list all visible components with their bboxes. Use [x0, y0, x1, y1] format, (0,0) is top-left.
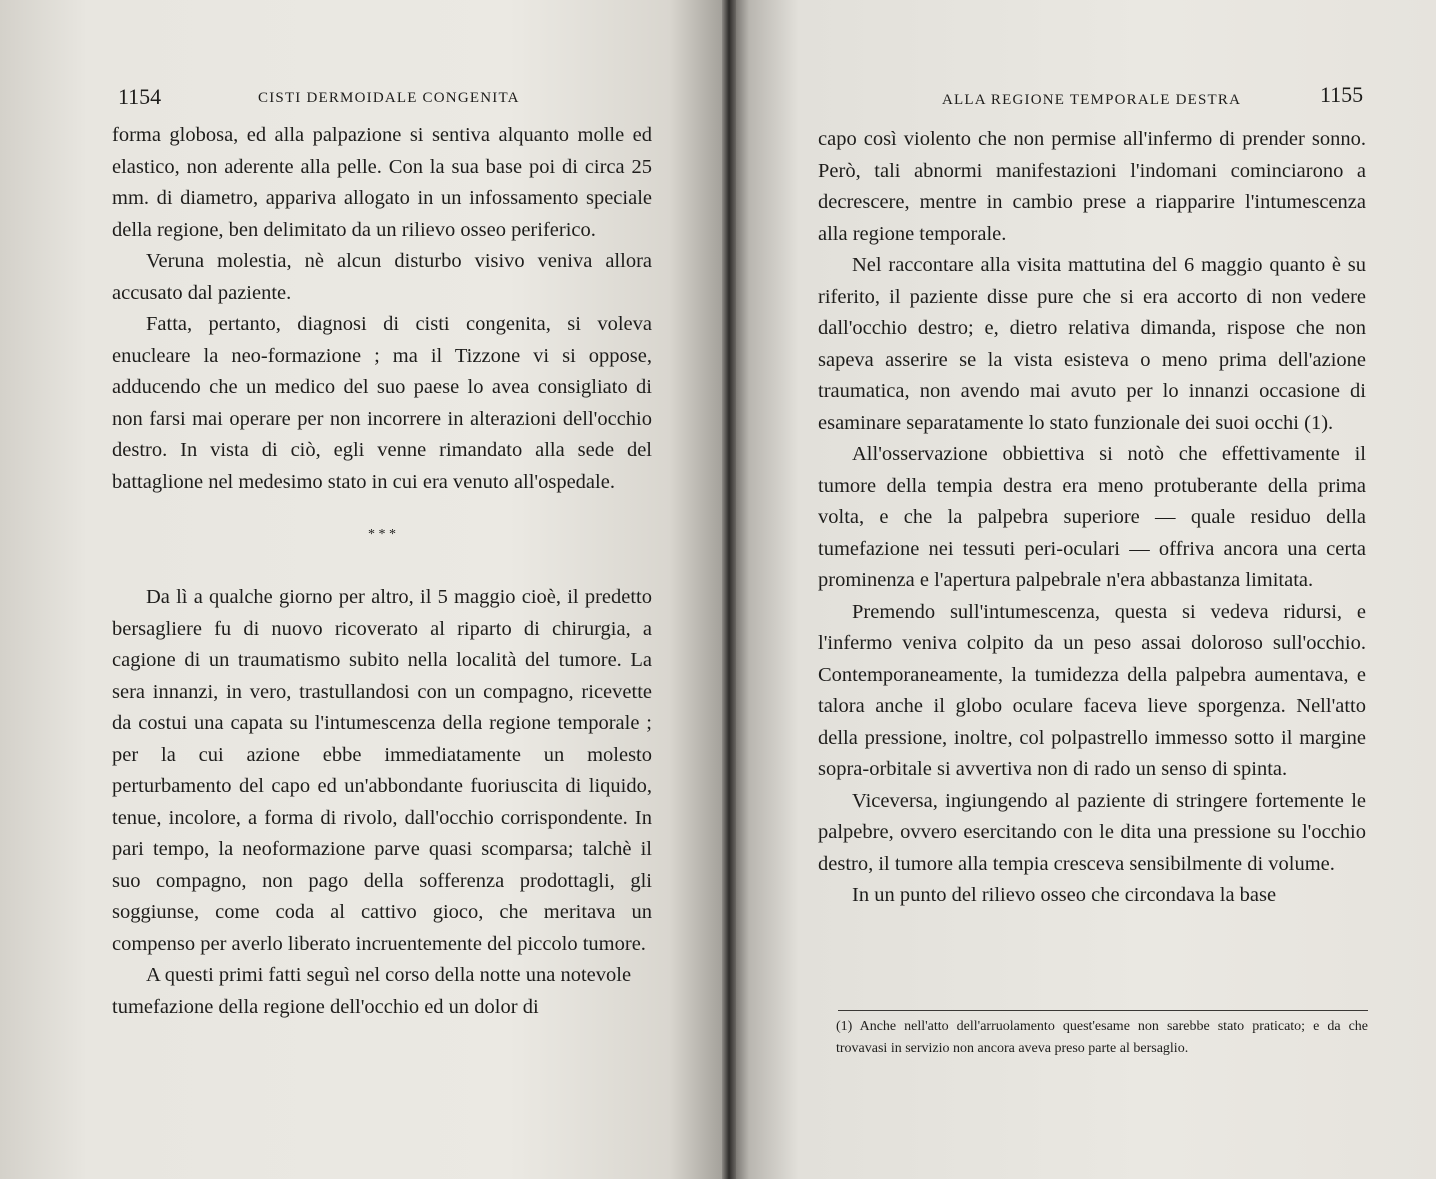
paragraph: A questi primi fatti seguì nel corso della notte una notevole tumefazione della regione dell'occhio ed un dolor di	[112, 964, 632, 1018]
paragraph: Fatta, pertanto, diagnosi di cisti congenita, si voleva enucleare la neo-formazione ; ma il Tizzone vi si oppose, adducendo che un medico del suo paese lo avea consigliato di non farsi mai operare per non incorrere in alterazioni dell'occhio destro. In vista di ciò, egli venne rimandato alla sede del battaglione nel medesimo stato in cui era venuto all'ospedale.	[112, 313, 652, 493]
page-number-left: 1154	[118, 84, 162, 109]
book-gutter	[722, 0, 736, 1179]
paragraph: Premendo sull'intumescenza, questa si vedeva ridursi, e l'infermo veniva colpito da un peso assai doloroso sull'occhio. Contemporaneamente, la tumidezza della palpebra aumentava, e talora anche il globo oculare faceva lieve sporgenza. Nell'atto della pressione, inoltre, col polpastrello immesso sotto il margine sopra-orbitale si avvertiva non di rado un senso di spinta.	[818, 600, 1366, 780]
paragraph: In un punto del rilievo osseo che circondava la base	[852, 884, 1277, 906]
paragraph: capo così violento che non permise all'infermo di prender sonno. Però, tali abnormi manifestazioni l'indomani cominciarono a decrescere, mentre in cambio prese a riapparire l'intumescenza alla regione temporale.	[818, 128, 1366, 245]
paragraph: Nel raccontare alla visita mattutina del 6 maggio quanto è su riferito, il paziente disse pure che si era accorto di non vedere dall'occhio destro; e, dietro relativa dimanda, rispose che non sapeva asserire se la vista esisteva o meno prima dell'azione traumatica, non avendo mai avuto per lo innanzi occasione di esaminare separatamente lo stato funzionale dei suoi occhi (1).	[818, 254, 1366, 434]
paragraph: forma globosa, ed alla palpazione si sentiva alquanto molle ed elastico, non aderente alla pelle. Con la sua base poi di circa 25 mm. di diametro, appariva allogato in un infossamento speciale della regione, ben delimitato da un rilievo osseo periferico.	[112, 124, 652, 241]
right-page	[728, 0, 1436, 1179]
footnote-rule	[838, 1010, 1368, 1011]
section-separator: * * *	[368, 527, 396, 542]
running-head-right: ALLA REGIONE TEMPORALE DESTRA	[942, 92, 1242, 108]
paragraph: All'osservazione obbiettiva si notò che effettivamente il tumore della tempia destra era meno protuberante della prima volta, e che la palpebra superiore — quale residuo della tumefazione nei tessuti peri-oculari — offriva ancora una certa prominenza e l'apertura palpebrale n'era abbastanza limitata.	[818, 443, 1366, 591]
right-text-column	[818, 124, 1366, 912]
paragraph: Viceversa, ingiungendo al paziente di stringere fortemente le palpebre, ovvero esercitando con le dita una pressione su l'occhio destro, il tumore alla tempia cresceva sensibilmente di volume.	[818, 789, 1366, 875]
paragraph: Da lì a qualche giorno per altro, il 5 maggio cioè, il predetto bersagliere fu di nuovo ricoverato al riparto di chirurgia, a cagione di un traumatismo subito nella località del tumore. La sera innanzi, in vero, trastullandosi con un compagno, ricevette da costui una capata su l'intumescenza della regione temporale ; per la cui azione ebbe immediatamente un molesto perturbamento del capo ed un'abbondante fuoriuscita di liquido, tenue, incolore, a forma di rivolo, dall'occhio corrispondente. In pari tempo, la neoformazione parve quasi scomparsa; talchè il suo compagno, non pago della sofferenza prodottagli, gli soggiunse, come coda al cattivo gioco, che meritava un compenso per averlo liberato incruentemente del piccolo tumore.	[112, 586, 652, 955]
left-text-column	[112, 120, 652, 1023]
page-number-right: 1155	[1320, 82, 1364, 107]
footnote: (1) Anche nell'atto dell'arruolamento quest'esame non sarebbe stato praticato; e da che trovavasi in servizio non ancora aveva preso parte al bersaglio.	[836, 1019, 1368, 1056]
running-head-left: CISTI DERMOIDALE CONGENITA	[258, 90, 520, 106]
paragraph: Veruna molestia, nè alcun disturbo visivo veniva allora accusato dal paziente.	[112, 250, 652, 304]
